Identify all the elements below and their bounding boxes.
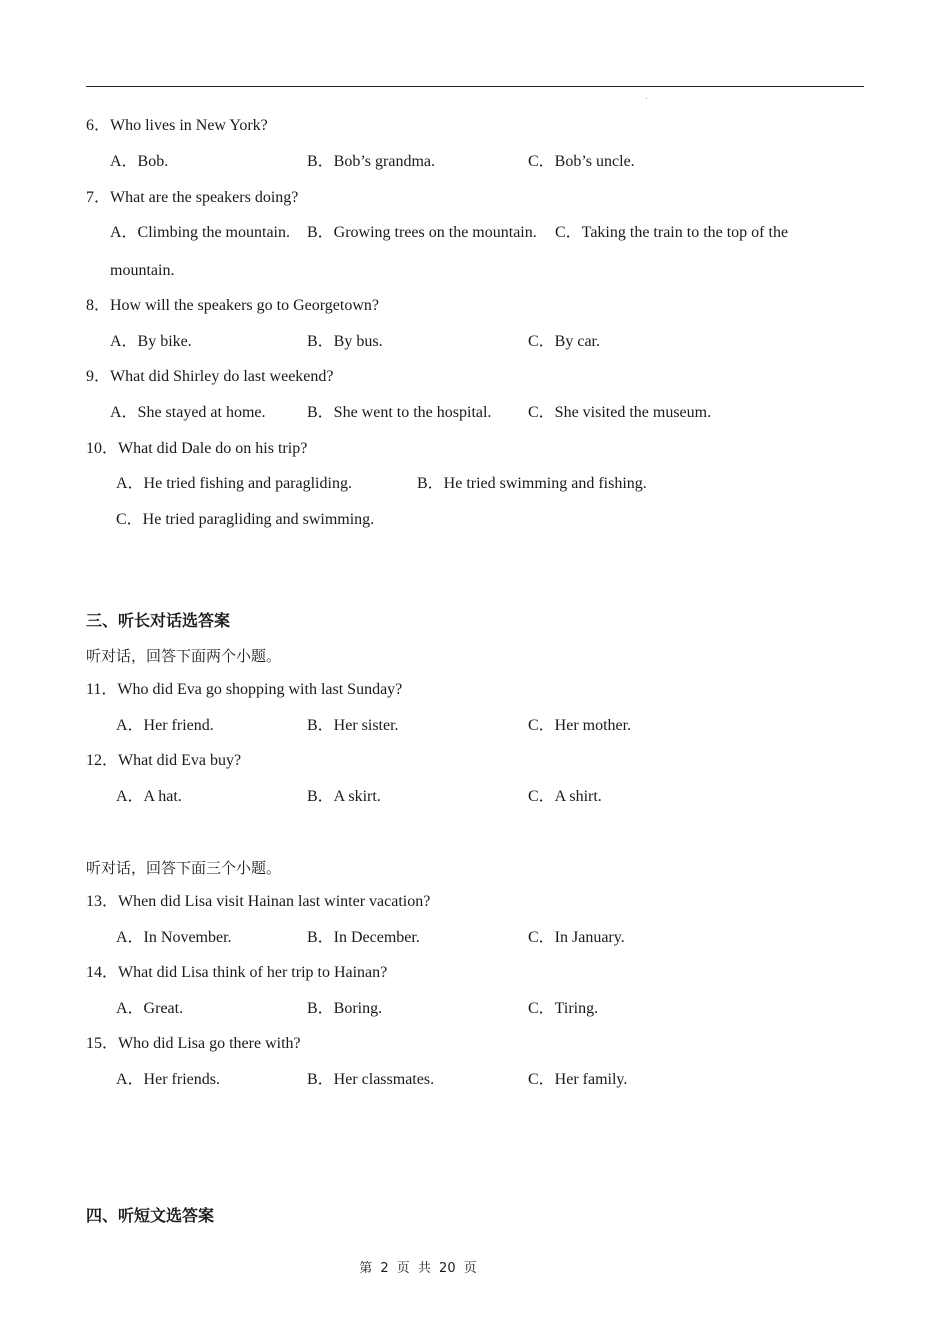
header-dot (646, 98, 647, 99)
q8-option-c: C．By car. (528, 333, 600, 350)
q8-option-b: B．By bus. (307, 333, 383, 350)
question-7: 7．What are the speakers doing? (86, 189, 299, 206)
q6-option-b: B．Bob’s grandma. (307, 153, 435, 170)
q11-option-b: B．Her sister. (307, 717, 399, 734)
q15-option-b: B．Her classmates. (307, 1071, 435, 1088)
q11-option-a: A．Her friend. (116, 717, 214, 734)
q14-option-c: C．Tiring. (528, 1000, 599, 1017)
q7-option-c-continued: mountain. (110, 262, 175, 279)
question-12: 12．What did Eva buy? (86, 752, 242, 769)
q13-option-b: B．In December. (307, 929, 420, 946)
q14-option-b: B．Boring. (307, 1000, 383, 1017)
section-3-instruction-2: 听对话，回答下面三个小题。 (86, 859, 282, 877)
q10-option-a: A．He tried fishing and paragliding. (116, 475, 352, 492)
header-rule (86, 86, 864, 87)
q15-option-c: C．Her family. (528, 1071, 628, 1088)
page-number-footer: 第 2 页 共 20 页 (359, 1261, 477, 1276)
question-11: 11．Who did Eva go shopping with last Sunday? (86, 681, 403, 698)
q7-option-c: C．Taking the train to the top of the (555, 224, 789, 241)
question-8: 8．How will the speakers go to Georgetown? (86, 297, 379, 314)
q7-option-a: A．Climbing the mountain. (110, 224, 290, 241)
q13-option-a: A．In November. (116, 929, 232, 946)
question-15: 15．Who did Lisa go there with? (86, 1035, 301, 1052)
q12-option-c: C．A shirt. (528, 788, 602, 805)
question-14: 14．What did Lisa think of her trip to Hainan? (86, 964, 388, 981)
q10-option-b: B．He tried swimming and fishing. (417, 475, 647, 492)
q12-option-a: A．A hat. (116, 788, 182, 805)
section-3-instruction-1: 听对话，回答下面两个小题。 (86, 647, 282, 665)
q14-option-a: A．Great. (116, 1000, 184, 1017)
q6-option-a: A．Bob. (110, 153, 169, 170)
q6-option-c: C．Bob’s uncle. (528, 153, 635, 170)
question-10: 10．What did Dale do on his trip? (86, 440, 308, 457)
question-6: 6．Who lives in New York? (86, 117, 268, 134)
q13-option-c: C．In January. (528, 929, 625, 946)
q15-option-a: A．Her friends. (116, 1071, 220, 1088)
q9-option-a: A．She stayed at home. (110, 404, 266, 421)
section-3-heading: 三、听长对话选答案 (86, 611, 231, 630)
q9-option-c: C．She visited the museum. (528, 404, 712, 421)
question-9: 9．What did Shirley do last weekend? (86, 368, 334, 385)
question-13: 13．When did Lisa visit Hainan last winter vacation? (86, 893, 431, 910)
q12-option-b: B．A skirt. (307, 788, 381, 805)
q9-option-b: B．She went to the hospital. (307, 404, 492, 421)
q8-option-a: A．By bike. (110, 333, 192, 350)
q10-option-c: C．He tried paragliding and swimming. (116, 511, 375, 528)
section-4-heading: 四、听短文选答案 (86, 1206, 215, 1225)
q11-option-c: C．Her mother. (528, 717, 632, 734)
q7-option-b: B．Growing trees on the mountain. (307, 224, 537, 241)
